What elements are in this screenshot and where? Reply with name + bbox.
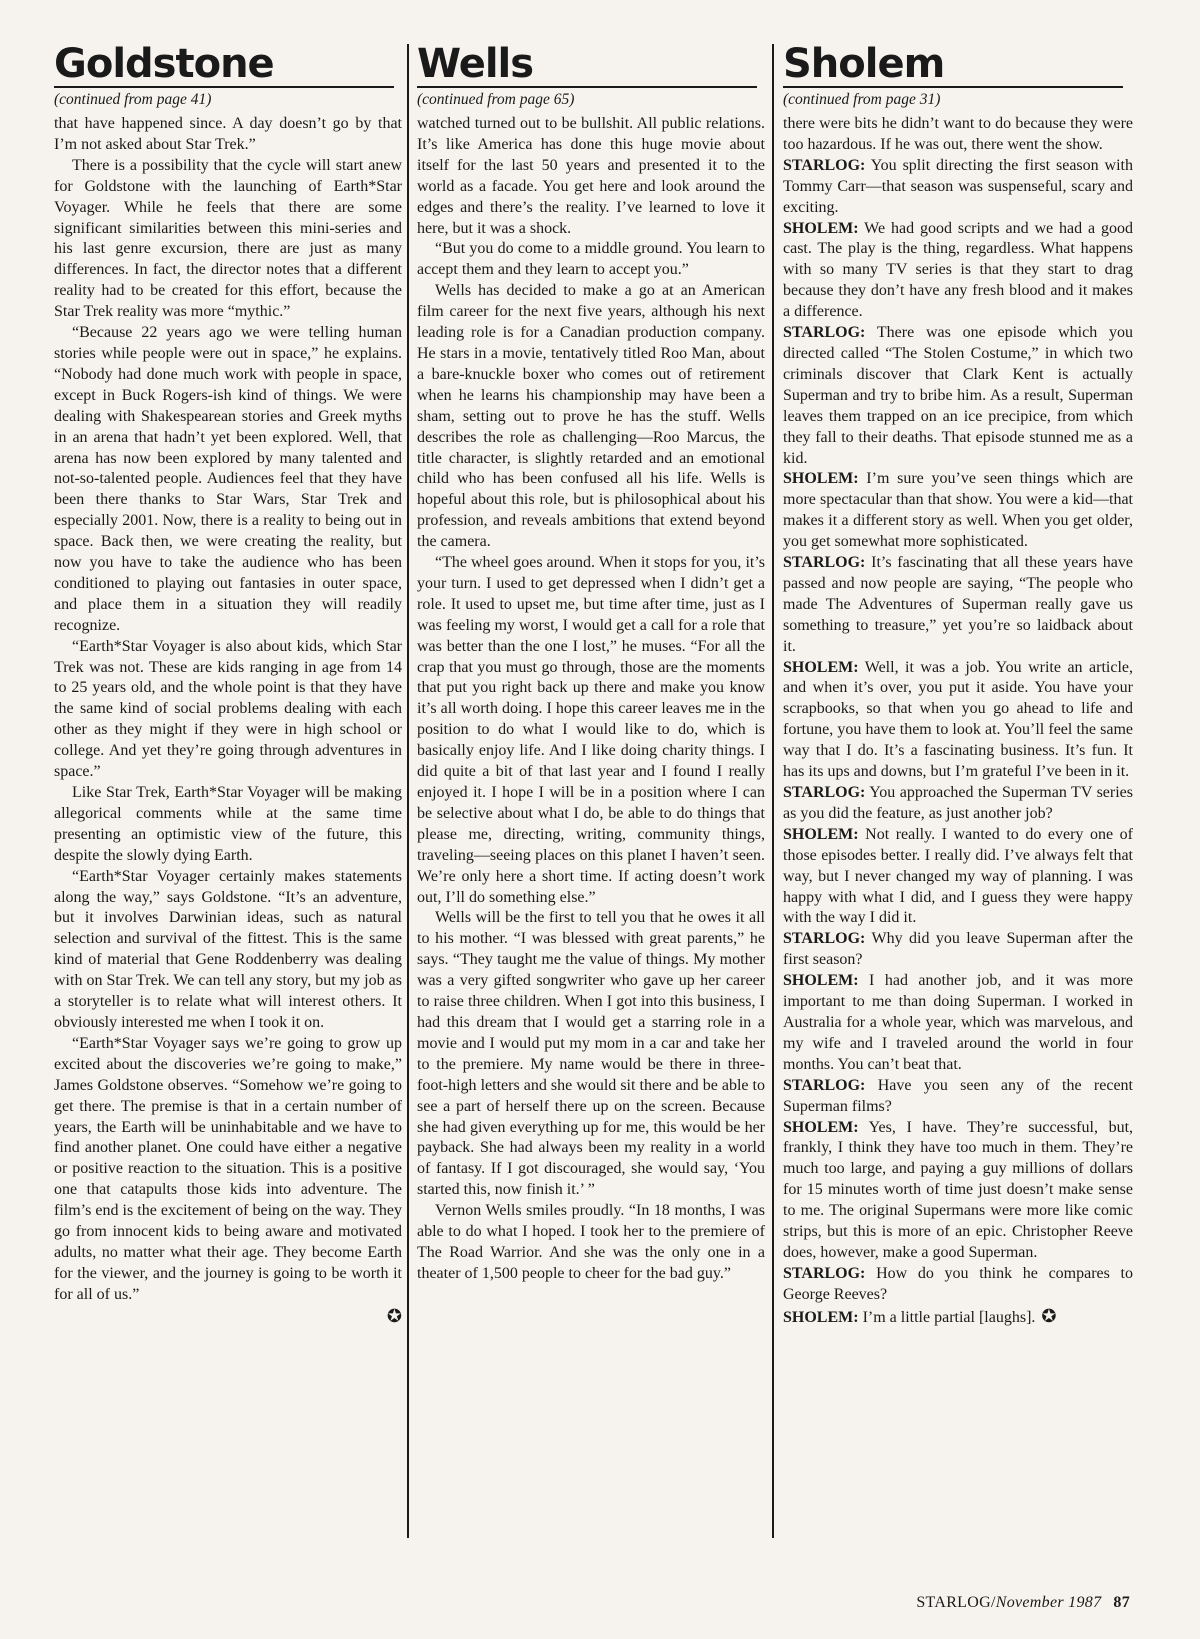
interview-question <box>783 1076 1133 1118</box>
speaker-label: SHOLEM: <box>783 658 859 676</box>
answer-text: We had good scripts and we had a good cast. The play is the thing, regardless. What happens with so many TV series is that they start to drag because they don’t have any fresh blood and it makes a difference. <box>783 219 1133 321</box>
wells-heading: Wells <box>417 44 757 88</box>
answer-text: I had another job, and it was more important to me than doing Superman. I worked in Australia for a whole year, which was marvelous, and my wife and I traveled around the world in four months. You can’t beat that. <box>783 972 1133 1073</box>
column-divider <box>772 44 774 1538</box>
question-text: It’s fascinating that all these years have passed and now people are saying, “The people who made The Adventures of Superman really gave us something to treasure,” yet you’re so laidback about it. <box>783 554 1133 655</box>
answer-text: Not really. I wanted to do every one of those episodes better. I really did. I’ve always felt that way, but I never changed my way of planning. I was happy with what I did, and I guess they were happy with the way I did it. <box>783 825 1134 927</box>
speaker-label: SHOLEM: <box>783 972 859 990</box>
continued-note: (continued from page 65) <box>417 91 575 108</box>
wells-body <box>417 114 765 1285</box>
star-icon: ✪ <box>386 1305 402 1326</box>
paragraph: “Earth*Star Voyager says we’re going to grow up excited about the discoveries we’re going to make,” James Goldstone observes. “Somehow we’re going to get there. The premise is that in a certain number of years, the Earth will be uninhabitable and we have to find another planet. One could have either a negative or positive reaction to the situation. This is a positive one that catapults those kids into adventure. The film’s end is the excitement of being on the way. They go from innocent kids to being aware and motivated adults, no matter what their age. They become Earth for the viewer, and the journey is going to be worth it for all of us.” <box>54 1034 402 1303</box>
paragraph: “Because 22 years ago we were telling human stories while people were out in space,” he explains. “Nobody had done much work with people in space, except in Buck Rogers-ish kind of things. We were dealing with Shakespearean stories and Greek myths in an arena that hadn’t yet been explored. Well, that arena has now been explored by many talented and not-so-talented people. Audiences feel that they have been there thanks to Star Wars, Star Trek and especially 2001. Now, there is a reality to being out in space. Back then, we were creating the reality, but now you have to take the audience who has been conditioned to playing out fantasies in outer space, and place them in a situation they will readily recognize. <box>54 324 402 634</box>
sholem-column <box>783 41 1134 1564</box>
answer-text: Yes, I have. They’re successful, but, frankly, I think they have too much in them. They’re much too large, and paying a guy millions of dollars for 15 minutes worth of time just doesn’t make sense to me. The original Supermans were more like comic strips, but this is more of an epic. Christopher Reeve does, however, make a good Superman. <box>783 1118 1134 1261</box>
paragraph: “Earth*Star Voyager certainly makes statements along the way,” says Goldstone. “It’s an adventure, but it involves Darwinian ideas, such as natural selection and survival of the fittest. This is the same kind of material that Gene Roddenberry was dealing with on Star Trek. We can tell any story, but my job as a storyteller is to relate what will interest others. It obviously interested me when I took it on. <box>54 867 402 1031</box>
goldstone-column <box>54 41 402 1564</box>
interview-paragraph <box>783 114 1133 156</box>
goldstone-body <box>54 114 402 1326</box>
wells-column <box>417 41 765 1564</box>
interview-answer <box>783 1118 1133 1264</box>
magazine-name: STARLOG/ <box>916 1594 996 1611</box>
interview-answer <box>783 971 1133 1076</box>
speaker-label: STARLOG: <box>783 930 866 948</box>
question-text: You approached the Superman TV series as you did the feature, as just another job? <box>783 784 1133 822</box>
interview-answer <box>783 658 1133 783</box>
question-text: Have you seen any of the recent Superman films? <box>783 1076 1133 1115</box>
speaker-label: STARLOG: <box>783 156 866 174</box>
goldstone-heading: Goldstone <box>54 44 394 88</box>
paragraph: watched turned out to be bullshit. All public relations. It’s like America has done this huge movie about itself for the last 50 years and presented it to the world as a facade. You get here and look around the edges and there’s the reality. I’ve learned to love it here, but it was a shock. <box>417 115 765 237</box>
answer-text: there were bits he didn’t want to do because they were too hazardous. If he was out, there went the show. <box>783 115 1133 153</box>
speaker-label: STARLOG: <box>783 1264 866 1282</box>
page-footer <box>916 1594 1130 1612</box>
interview-question <box>783 156 1133 219</box>
issue-date: November 1987 <box>995 1594 1102 1611</box>
speaker-label: STARLOG: <box>783 324 866 342</box>
sholem-body <box>783 114 1133 1329</box>
interview-question <box>783 929 1133 971</box>
paragraph: There is a possibility that the cycle will start anew for Goldstone with the launching of Earth*Star Voyager. While he feels that there are some significant similarities between this mini-series and his last genre excursion, there are just as many differences. In fact, the director notes that a different reality had to be created for this effort, because the Star Trek reality was more “mythic.” <box>54 156 402 321</box>
sholem-heading: Sholem <box>783 44 1123 88</box>
star-icon: ✪ <box>1041 1305 1057 1326</box>
interview-answer <box>783 825 1133 930</box>
speaker-label: SHOLEM: <box>783 1308 859 1326</box>
speaker-label: STARLOG: <box>783 554 866 572</box>
paragraph: Like Star Trek, Earth*Star Voyager will be making allegorical comments while at the same time presenting an optimistic view of the future, this despite the slowly dying Earth. <box>54 784 402 864</box>
interview-answer <box>783 219 1133 324</box>
speaker-label: SHOLEM: <box>783 219 859 237</box>
speaker-label: STARLOG: <box>783 784 866 801</box>
page-number: 87 <box>1113 1594 1130 1611</box>
speaker-label: STARLOG: <box>783 1076 866 1094</box>
paragraph: “But you do come to a middle ground. You learn to accept them and they learn to accept you.” <box>417 240 765 279</box>
speaker-label: SHOLEM: <box>783 1118 859 1136</box>
column-divider <box>407 44 409 1538</box>
speaker-label: SHOLEM: <box>783 470 859 488</box>
interview-question <box>783 553 1133 658</box>
question-text: Why did you leave Superman after the first season? <box>783 930 1133 969</box>
interview-question <box>783 1264 1133 1306</box>
interview-question <box>783 323 1133 469</box>
speaker-label: SHOLEM: <box>783 825 859 843</box>
question-text: You split directing the first season with Tommy Carr—that season was suspenseful, scary and exciting. <box>783 156 1134 216</box>
answer-text: Well, it was a job. You write an article, and when it’s over, you put it aside. You have your scrapbooks, so that when you go ahead to life and fortune, you have them to look at. You’ll feel the same way that I do. It’s a fascinating business. It’s fun. It has its ups and downs, but I’m grateful I’ve been in it. <box>783 658 1133 781</box>
paragraph: Wells has decided to make a go at an American film career for the next five years, although his next leading role is for a Canadian production company. He stars in a movie, tentatively titled Roo Man, about a bare-knuckle boxer who comes out of retirement when he learns his championship may have been a sham, setting out to prove he has the stuff. Wells describes the role as challenging—Roo Marcus, the title character, is slightly retarded and an emotional child who has been confused all his life. Wells is hopeful about this role, but is philosophical about his profession, and reveals ambitions that extend beyond the camera. <box>417 282 765 551</box>
question-text: There was one episode which you directed called “The Stolen Costume,” in which two criminals discover that Clark Kent is actually Superman and try to bribe him. As a result, Superman leaves them trapped on an ice precipice, from which they fall to their deaths. That episode stunned me as a kid. <box>783 324 1133 467</box>
answer-text: I’m sure you’ve seen things which are more spectacular than that show. You were a kid—that makes it a different story as well. When you get older, you get somewhat more sophisticated. <box>783 470 1134 551</box>
question-text: How do you think he compares to George Reeves? <box>783 1264 1134 1303</box>
paragraph: Wells will be the first to tell you that he owes it all to his mother. “I was blessed with great parents,” he says. “They taught me the value of things. My mother was a very gifted songwriter who gave up her career to raise three children. When I got into this business, I had this dream that I would get a starring role in a movie and I would put my mom in a car and take her to the premiere. My name would be there in three-foot-high letters and she would sit there and be able to see a part of herself there up on the screen. Because she had given everything up for me, this would be her payback. She had always been my reality in a world of fantasy. If I got discouraged, she would say, ‘You started this, now finish it.’ ” <box>417 909 765 1199</box>
continued-note: (continued from page 41) <box>54 91 212 108</box>
interview-answer <box>783 469 1133 553</box>
paragraph: that have happened since. A day doesn’t go by that I’m not asked about Star Trek.” <box>54 115 402 153</box>
interview-answer <box>783 1306 1133 1329</box>
paragraph: Vernon Wells smiles proudly. “In 18 months, I was able to do what I hoped. I took her to the premiere of The Road Warrior. And she was the only one in a theater of 1,500 people to cheer for the bad guy.” <box>417 1202 765 1282</box>
paragraph: “Earth*Star Voyager is also about kids, which Star Trek was not. These are kids ranging in age from 14 to 25 years old, and the whole point is that they have the same kind of social problems dealing with each other as they might if they were in high school or college. And yet they’re going through adventures in space.” <box>54 637 402 781</box>
answer-text: I’m a little partial [laughs]. <box>862 1308 1036 1326</box>
paragraph: “The wheel goes around. When it stops for you, it’s your turn. I used to get depressed when I didn’t get a role. It used to upset me, but time after time, just as I was feeling my worst, I would get a call for a role that was better than the one I lost,” he muses. “For all the crap that you must go through, those are the moments that put you right back up there and make you know it’s all worth doing. I hope this career leaves me in the position to do what I would like to do, which is basically enjoy life. And I like doing charity things. I did quite a bit of that last year and I found I really enjoyed it. I hope I will be in a position where I can be selective about what I do, be able to do things that please me, directing, writing, community things, traveling—seeing places on this planet I haven’t seen. We’re only here a short time. If acting doesn’t work out, I’ll do something else.” <box>417 554 765 906</box>
continued-note: (continued from page 31) <box>783 91 941 108</box>
interview-question <box>783 783 1133 825</box>
